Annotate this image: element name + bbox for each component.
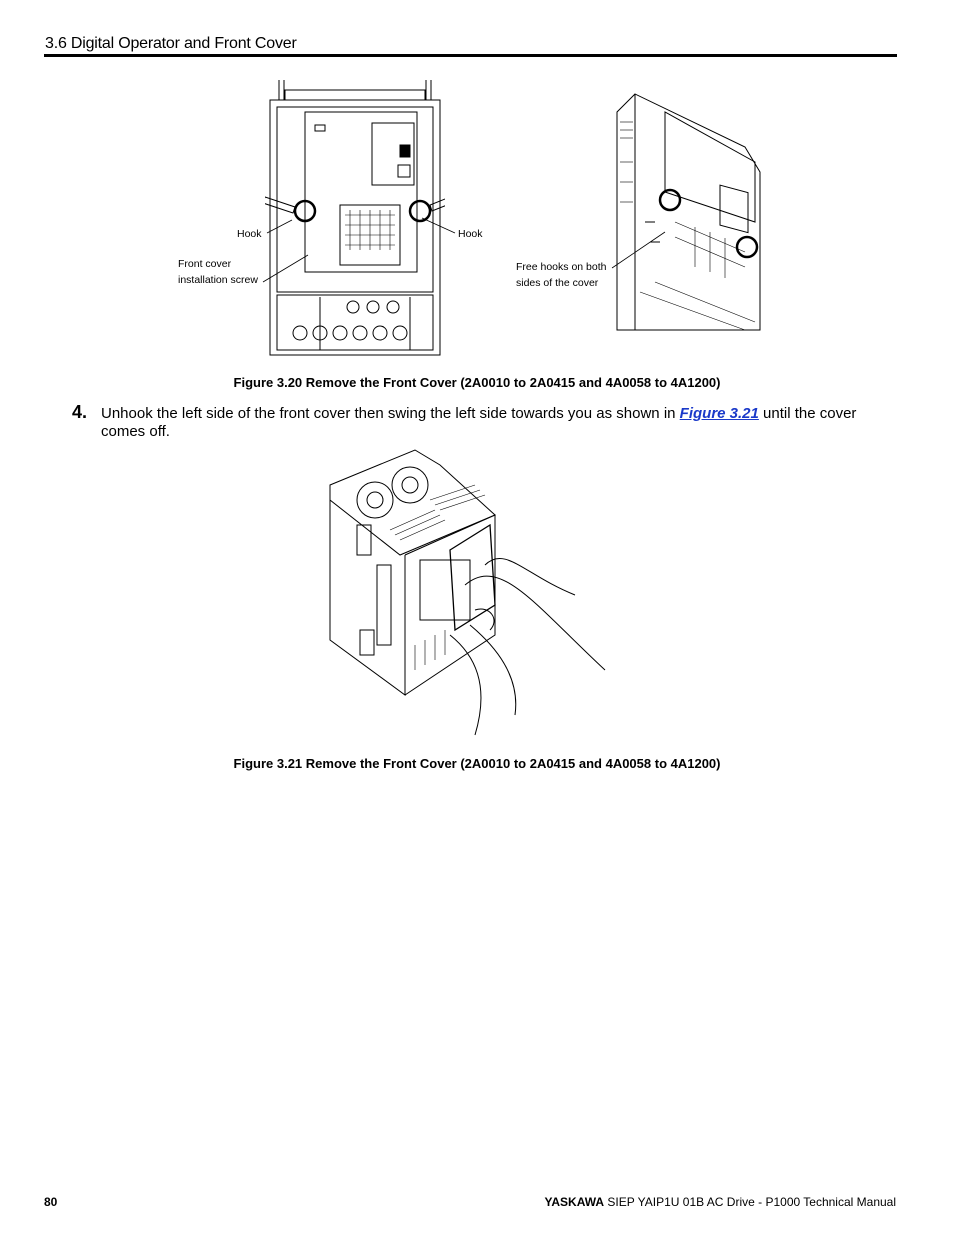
callout-free-hooks-line1: Free hooks on both [516, 261, 607, 273]
section-title: 3.6 Digital Operator and Front Cover [45, 35, 297, 52]
footer-brand: YASKAWA [544, 1195, 605, 1209]
step-number: 4. [72, 402, 88, 422]
step-text [101, 405, 901, 441]
page-number: 80 [44, 1195, 58, 1209]
callout-hook-right: Hook [458, 228, 483, 240]
title-rule [44, 54, 897, 57]
step-text-after: until the cover comes off. [101, 405, 857, 440]
figure-3-20-leader-lines [160, 200, 470, 290]
figure-3-20-angled-view [615, 92, 765, 332]
figure-3-21-illustration [325, 445, 615, 740]
footer-manual-title [544, 1195, 896, 1209]
footer-manual: SIEP YAIP1U 01B AC Drive - P1000 Technical Manual [604, 1195, 896, 1209]
callout-front-cover-line1: Front cover [178, 258, 232, 270]
callout-front-cover-line2: installation screw [178, 274, 258, 286]
step-text-before: Unhook the left side of the front cover then swing the left side towards you as shown in [101, 405, 680, 422]
figure-3-20-right-leader [610, 230, 670, 270]
figure-3-21-link[interactable]: Figure 3.21 [679, 405, 759, 422]
callout-free-hooks-line2: sides of the cover [516, 277, 599, 289]
callout-hook-left: Hook [237, 228, 262, 240]
figure-3-20-caption: Figure 3.20 Remove the Front Cover (2A0010 to 2A0415 and 4A0058 to 4A1200) [233, 375, 721, 390]
figure-3-21-caption: Figure 3.21 Remove the Front Cover (2A0010 to 2A0415 and 4A0058 to 4A1200) [233, 756, 721, 771]
